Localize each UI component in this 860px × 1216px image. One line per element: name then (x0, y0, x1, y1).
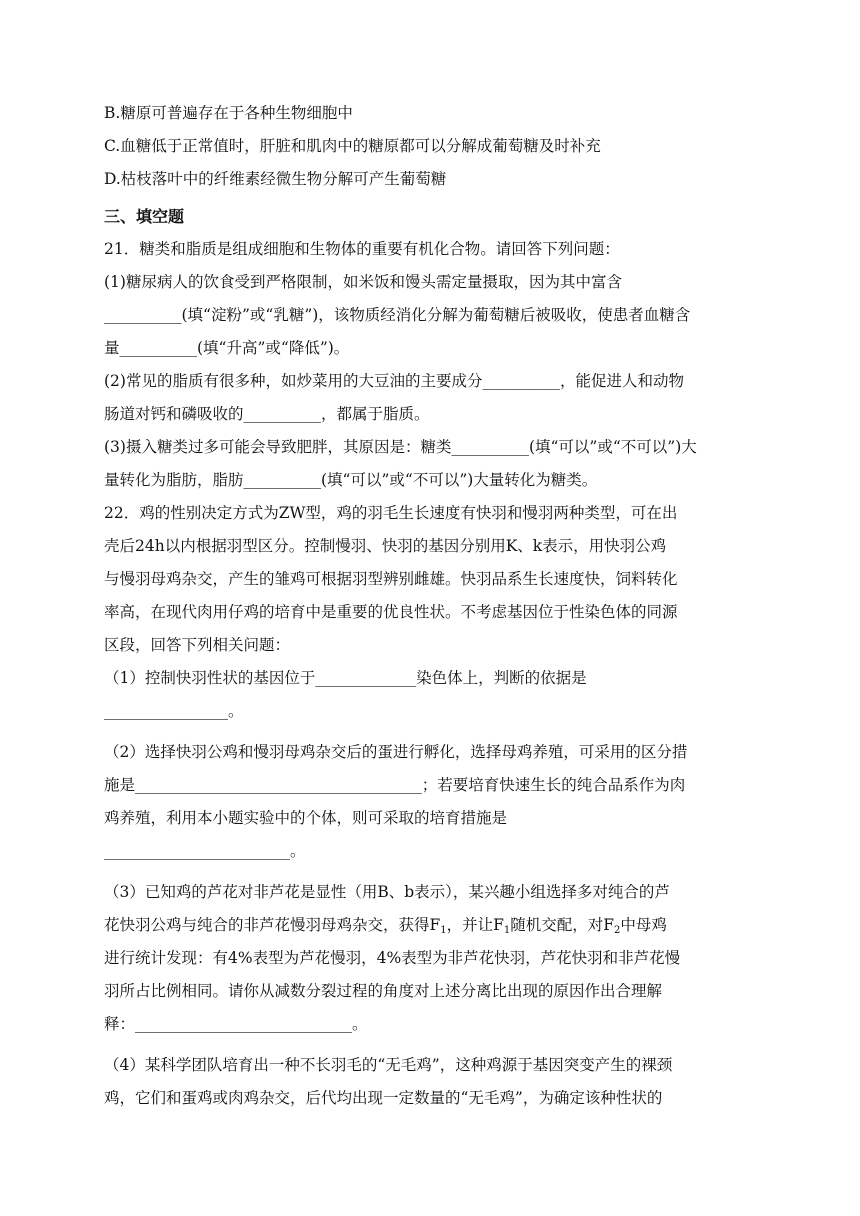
q22-part3-text: 中母鸡 (620, 916, 667, 934)
q21-line: 量转化为脂肪，脂肪__________(填“可以”或“不可以”)大量转化为糖类。 (104, 471, 598, 489)
q21-line: 肠道对钙和磷吸收的__________，都属于脂质。 (104, 405, 430, 423)
q22-part3-line: 释：____________________________。 (104, 1015, 368, 1033)
q22-part3-text: ，并让F (446, 916, 504, 934)
q22-part3: （3）已知鸡的芦花对非芦花是显性（用B、b表示），某兴趣小组选择多对纯合的芦 (104, 883, 670, 901)
q22-stem: 22．鸡的性别决定方式为ZW型，鸡的羽毛生长速度有快羽和慢羽两种类型，可在出 (104, 504, 678, 522)
q22-line: 壳后24h以内根据羽型区分。控制慢羽、快羽的基因分别用K、k表示，用快羽公鸡 (104, 537, 667, 555)
q22-part2: （2）选择快羽公鸡和慢羽母鸡杂交后的蛋进行孵化，选择母鸡养殖，可采用的区分措 (104, 743, 688, 761)
option-c: C.血糖低于正常值时，肝脏和肌肉中的糖原都可以分解成葡萄糖及时补充 (104, 137, 601, 155)
q21-line: __________(填“淀粉”或“乳糖”)，该物质经消化分解为葡萄糖后被吸收，使患者血糖含 (104, 306, 691, 324)
q22-part2-line: ________________________。 (104, 842, 306, 860)
q22-part4-line: 鸡，它们和蛋鸡或肉鸡杂交，后代均出现一定数量的“无毛鸡”，为确定该种性状的 (104, 1089, 663, 1107)
subscript: 1 (440, 925, 447, 936)
q22-part4: （4）某科学团队培育出一种不长羽毛的“无毛鸡”，这种鸡源于基因突变产生的裸颈 (104, 1056, 673, 1074)
q21-line: (1)糖尿病人的饮食受到严格限制，如米饭和馒头需定量摄取，因为其中富含 (104, 273, 622, 291)
q22-line: 与慢羽母鸡杂交，产生的雏鸡可根据羽型辨别雌雄。快羽品系生长速度快，饲料转化 (104, 570, 678, 588)
q22-part3-line (104, 909, 764, 942)
option-b: B.糖原可普遍存在于各种生物细胞中 (104, 104, 353, 122)
option-d: D.枯枝落叶中的纤维素经微生物分解可产生葡萄糖 (104, 170, 447, 188)
question-21 (104, 233, 764, 497)
q21-line: 量__________(填“升高”或“降低”)。 (104, 339, 350, 357)
section-heading: 三、填空题 (104, 207, 185, 226)
q22-line: 率高，在现代肉用仔鸡的培育中是重要的优良性状。不考虑基因位于性染色体的同源 (104, 603, 678, 621)
subscript: 1 (503, 925, 511, 936)
q22-part2-line: 施是_____________________________________；若要培育快速生长的纯合品系作为肉 (104, 776, 686, 794)
q22-part3-text: 花快羽公鸡与纯合的非芦花慢羽母鸡杂交，获得F (104, 916, 441, 934)
q22-part3-line: 羽所占比例相同。请你从减数分裂过程的角度对上述分离比出现的原因作出合理解 (104, 982, 663, 1000)
q22-part2-line: 鸡养殖，利用本小题实验中的个体，则可采取的培育措施是 (104, 809, 508, 827)
subscript: 2 (614, 925, 621, 936)
q22-part3-line: 进行统计发现：有4%表型为芦花慢羽，4%表型为非芦花快羽，芦花快羽和非芦花慢 (104, 949, 681, 967)
exam-page (104, 97, 764, 1115)
q21-line: (3)摄入糖类过多可能会导致肥胖，其原因是：糖类__________(填“可以”或“不可以”)大 (104, 438, 697, 456)
q22-part3-text: 随机交配，对F (510, 916, 615, 934)
q21-stem: 21．糖类和脂质是组成细胞和生物体的重要有机化合物。请回答下列问题： (104, 240, 620, 258)
q21-line: (2)常见的脂质有很多种，如炒菜用的大豆油的主要成分__________，能促进人和动物 (104, 372, 684, 390)
q22-part1: （1）控制快羽性状的基因位于_____________染色体上，判断的依据是 (104, 669, 587, 687)
q22-line: 区段，回答下列相关问题： (104, 636, 291, 654)
question-22 (104, 497, 764, 1115)
q22-part1-line: ________________。 (104, 702, 244, 720)
